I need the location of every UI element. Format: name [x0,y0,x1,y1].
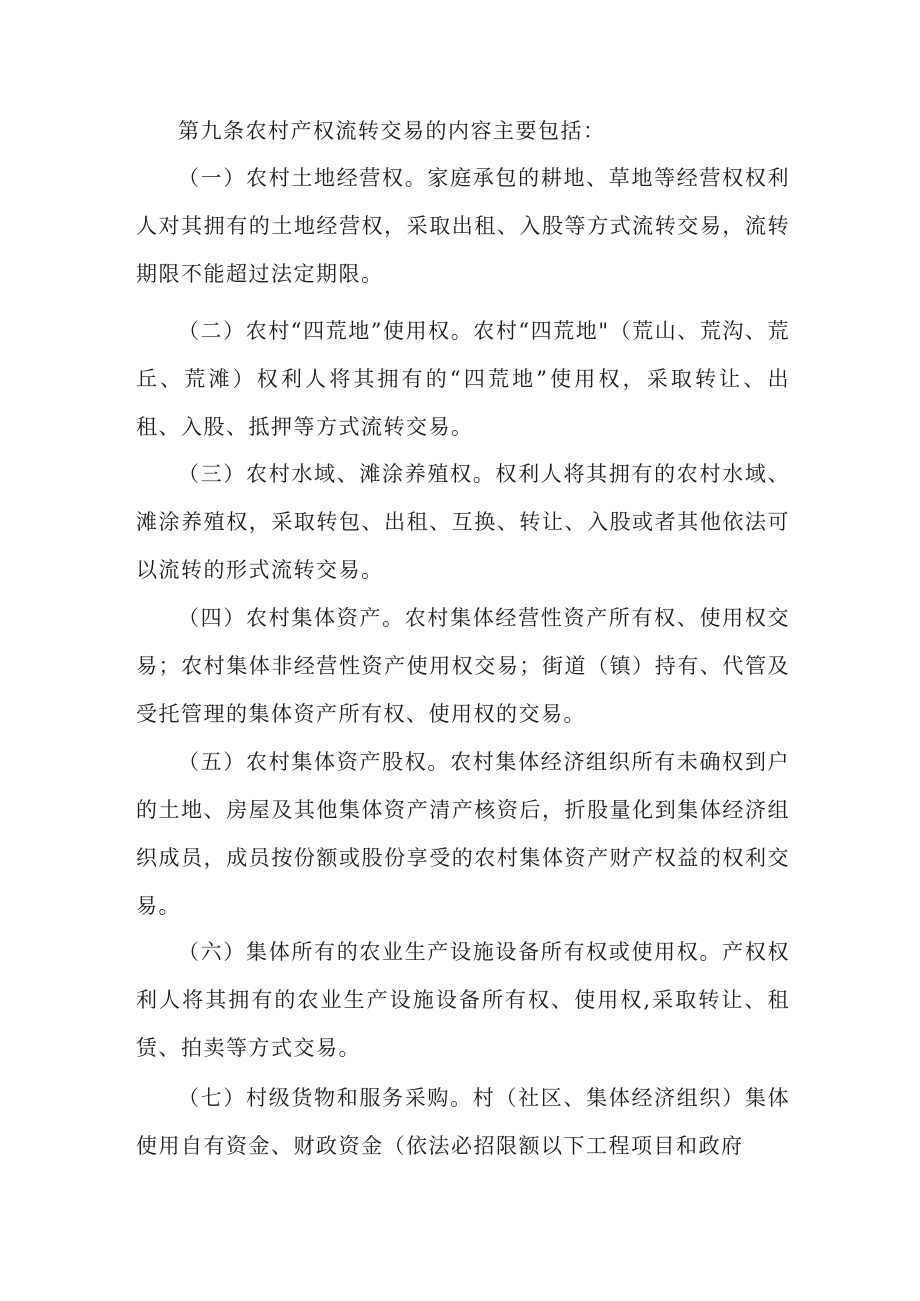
clause-6-agricultural-facilities: （六）集体所有的农业生产设施设备所有权或使用权。产权权利人将其拥有的农业生产设施设备所有权、使用权,采取转让、租赁、拍卖等方式交易。 [136,940,790,1060]
clause-7-village-procurement: （七）村级货物和服务采购。村（社区、集体经济组织）集体使用自有资金、财政资金（依法必招限额以下工程项目和政府 [136,1086,790,1158]
clause-2-four-wasteland-use-right: （二）农村“四荒地”使用权。农村“四荒地"（荒山、荒沟、荒丘、荒滩）权利人将其拥有的“四荒地”使用权，采取转让、出租、入股、抵押等方式流转交易。 [136,319,790,439]
clause-5-collective-asset-equity: （五）农村集体资产股权。农村集体经济组织所有未确权到户的土地、房屋及其他集体资产清产核资后，折股量化到集体经济组织成员，成员按份额或股份享受的农村集体资产财产权益的权利交易。 [136,750,790,918]
clause-3-water-aquaculture-right: （三）农村水域、滩涂养殖权。权利人将其拥有的农村水域、滩涂养殖权，采取转包、出租、互换、转让、入股或者其他依法可以流转的形式流转交易。 [136,462,790,582]
article-heading: 第九条农村产权流转交易的内容主要包括： [178,119,606,143]
clause-4-collective-assets: （四）农村集体资产。农村集体经营性资产所有权、使用权交易；农村集体非经营性资产使用权交易；街道（镇）持有、代管及受托管理的集体资产所有权、使用权的交易。 [136,606,790,726]
clause-1-land-management-right: （一）农村土地经营权。家庭承包的耕地、草地等经营权权利人对其拥有的土地经营权，采取出租、入股等方式流转交易，流转期限不能超过法定期限。 [136,166,790,286]
